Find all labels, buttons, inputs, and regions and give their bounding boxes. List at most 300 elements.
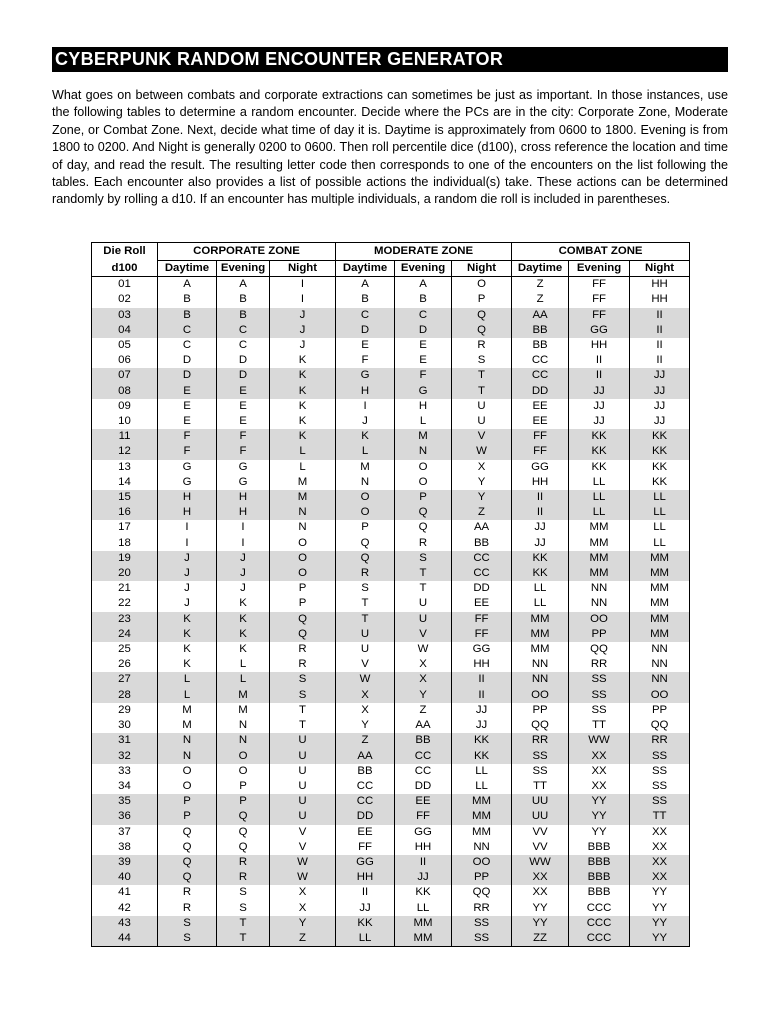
combat-daytime-cell: PP xyxy=(512,703,569,718)
moderate-daytime-cell: Y xyxy=(336,718,395,733)
die-roll-cell: 25 xyxy=(92,642,158,657)
corporate-evening-cell: P xyxy=(217,779,270,794)
die-roll-cell: 22 xyxy=(92,596,158,611)
corporate-evening-cell: K xyxy=(217,627,270,642)
moderate-night-cell: Y xyxy=(452,475,512,490)
corporate-daytime-cell: Q xyxy=(158,855,217,870)
moderate-night-cell: T xyxy=(452,368,512,383)
corporate-night-cell: L xyxy=(270,444,336,459)
moderate-evening-cell: P xyxy=(395,490,452,505)
corporate-evening-header: Evening xyxy=(217,261,270,277)
corporate-daytime-cell: S xyxy=(158,916,217,931)
corporate-night-cell: U xyxy=(270,749,336,764)
corporate-evening-cell: K xyxy=(217,642,270,657)
corporate-evening-cell: S xyxy=(217,901,270,916)
corporate-night-cell: P xyxy=(270,581,336,596)
corporate-daytime-cell: K xyxy=(158,612,217,627)
combat-night-cell: KK xyxy=(630,444,690,459)
die-roll-cell: 06 xyxy=(92,353,158,368)
combat-evening-cell: II xyxy=(569,353,630,368)
moderate-evening-cell: T xyxy=(395,566,452,581)
table-row xyxy=(92,840,690,855)
moderate-evening-cell: D xyxy=(395,323,452,338)
combat-evening-cell: JJ xyxy=(569,399,630,414)
combat-evening-header: Evening xyxy=(569,261,630,277)
corporate-night-cell: M xyxy=(270,475,336,490)
die-roll-cell: 23 xyxy=(92,612,158,627)
moderate-night-cell: Q xyxy=(452,323,512,338)
moderate-night-cell: U xyxy=(452,399,512,414)
table-row xyxy=(92,277,690,293)
table-row xyxy=(92,703,690,718)
combat-night-cell: PP xyxy=(630,703,690,718)
combat-night-cell: SS xyxy=(630,749,690,764)
moderate-evening-cell: CC xyxy=(395,749,452,764)
moderate-evening-cell: O xyxy=(395,475,452,490)
combat-daytime-cell: UU xyxy=(512,809,569,824)
corporate-night-cell: U xyxy=(270,764,336,779)
moderate-evening-cell: KK xyxy=(395,885,452,900)
corporate-night-cell: K xyxy=(270,353,336,368)
combat-daytime-cell: FF xyxy=(512,429,569,444)
combat-night-cell: NN xyxy=(630,657,690,672)
moderate-daytime-cell: Z xyxy=(336,733,395,748)
table-row xyxy=(92,749,690,764)
corporate-night-cell: V xyxy=(270,825,336,840)
corporate-night-cell: I xyxy=(270,292,336,307)
table-row xyxy=(92,323,690,338)
die-roll-cell: 14 xyxy=(92,475,158,490)
combat-night-cell: YY xyxy=(630,885,690,900)
corporate-night-cell: J xyxy=(270,338,336,353)
corporate-night-cell: T xyxy=(270,718,336,733)
combat-daytime-cell: TT xyxy=(512,779,569,794)
moderate-daytime-cell: U xyxy=(336,642,395,657)
die-roll-cell: 20 xyxy=(92,566,158,581)
combat-night-cell: XX xyxy=(630,825,690,840)
corporate-night-cell: L xyxy=(270,460,336,475)
moderate-daytime-cell: Q xyxy=(336,551,395,566)
combat-evening-cell: KK xyxy=(569,429,630,444)
moderate-evening-cell: H xyxy=(395,399,452,414)
corporate-daytime-cell: J xyxy=(158,551,217,566)
moderate-evening-cell: MM xyxy=(395,931,452,947)
combat-daytime-cell: II xyxy=(512,505,569,520)
moderate-evening-cell: U xyxy=(395,596,452,611)
corporate-night-cell: X xyxy=(270,885,336,900)
die-roll-cell: 33 xyxy=(92,764,158,779)
moderate-evening-cell: V xyxy=(395,627,452,642)
moderate-night-cell: JJ xyxy=(452,718,512,733)
combat-evening-cell: BBB xyxy=(569,885,630,900)
encounter-table-body xyxy=(92,277,690,947)
moderate-night-cell: NN xyxy=(452,840,512,855)
die-roll-cell: 29 xyxy=(92,703,158,718)
combat-daytime-header: Daytime xyxy=(512,261,569,277)
moderate-evening-cell: AA xyxy=(395,718,452,733)
combat-night-cell: MM xyxy=(630,551,690,566)
die-roll-cell: 17 xyxy=(92,520,158,535)
moderate-daytime-cell: O xyxy=(336,490,395,505)
moderate-daytime-cell: F xyxy=(336,353,395,368)
combat-evening-cell: XX xyxy=(569,779,630,794)
combat-evening-cell: SS xyxy=(569,672,630,687)
combat-night-cell: XX xyxy=(630,840,690,855)
moderate-daytime-cell: CC xyxy=(336,794,395,809)
moderate-evening-cell: X xyxy=(395,672,452,687)
combat-daytime-cell: LL xyxy=(512,581,569,596)
combat-night-cell: RR xyxy=(630,733,690,748)
moderate-evening-cell: CC xyxy=(395,764,452,779)
moderate-evening-cell: M xyxy=(395,429,452,444)
corporate-night-cell: J xyxy=(270,308,336,323)
die-roll-cell: 27 xyxy=(92,672,158,687)
table-row xyxy=(92,627,690,642)
die-roll-cell: 07 xyxy=(92,368,158,383)
combat-evening-cell: CCC xyxy=(569,901,630,916)
corporate-evening-cell: S xyxy=(217,885,270,900)
corporate-daytime-cell: R xyxy=(158,885,217,900)
corporate-daytime-cell: I xyxy=(158,520,217,535)
corporate-evening-cell: H xyxy=(217,490,270,505)
corporate-daytime-cell: F xyxy=(158,429,217,444)
corporate-daytime-cell: R xyxy=(158,901,217,916)
table-row xyxy=(92,308,690,323)
corporate-evening-cell: K xyxy=(217,612,270,627)
corporate-daytime-cell: D xyxy=(158,353,217,368)
corporate-daytime-cell: H xyxy=(158,505,217,520)
moderate-night-cell: PP xyxy=(452,870,512,885)
moderate-daytime-cell: GG xyxy=(336,855,395,870)
moderate-daytime-cell: KK xyxy=(336,916,395,931)
combat-daytime-cell: EE xyxy=(512,414,569,429)
table-row xyxy=(92,292,690,307)
corporate-evening-cell: K xyxy=(217,596,270,611)
moderate-evening-cell: LL xyxy=(395,901,452,916)
moderate-night-cell: CC xyxy=(452,566,512,581)
combat-night-cell: JJ xyxy=(630,414,690,429)
corporate-evening-cell: P xyxy=(217,794,270,809)
corporate-night-cell: R xyxy=(270,657,336,672)
moderate-evening-cell: E xyxy=(395,353,452,368)
corporate-night-cell: T xyxy=(270,703,336,718)
table-row xyxy=(92,733,690,748)
corporate-daytime-header: Daytime xyxy=(158,261,217,277)
moderate-evening-cell: S xyxy=(395,551,452,566)
corporate-daytime-cell: K xyxy=(158,657,217,672)
die-roll-cell: 26 xyxy=(92,657,158,672)
moderate-evening-cell: Q xyxy=(395,505,452,520)
corporate-daytime-cell: G xyxy=(158,460,217,475)
corporate-evening-cell: Q xyxy=(217,825,270,840)
combat-daytime-cell: VV xyxy=(512,840,569,855)
moderate-evening-cell: U xyxy=(395,612,452,627)
moderate-daytime-cell: N xyxy=(336,475,395,490)
die-roll-cell: 12 xyxy=(92,444,158,459)
combat-night-cell: MM xyxy=(630,596,690,611)
combat-evening-cell: LL xyxy=(569,490,630,505)
corporate-evening-cell: E xyxy=(217,399,270,414)
moderate-evening-cell: L xyxy=(395,414,452,429)
die-roll-cell: 08 xyxy=(92,384,158,399)
corporate-night-cell: S xyxy=(270,688,336,703)
combat-evening-cell: CCC xyxy=(569,931,630,947)
corporate-night-cell: W xyxy=(270,855,336,870)
moderate-night-cell: U xyxy=(452,414,512,429)
die-roll-cell: 31 xyxy=(92,733,158,748)
table-row xyxy=(92,444,690,459)
moderate-evening-cell: E xyxy=(395,338,452,353)
combat-daytime-cell: UU xyxy=(512,794,569,809)
combat-night-cell: XX xyxy=(630,870,690,885)
moderate-daytime-cell: T xyxy=(336,612,395,627)
moderate-daytime-cell: X xyxy=(336,703,395,718)
combat-daytime-cell: CC xyxy=(512,368,569,383)
combat-evening-cell: JJ xyxy=(569,414,630,429)
corporate-daytime-cell: J xyxy=(158,581,217,596)
moderate-daytime-cell: DD xyxy=(336,809,395,824)
moderate-daytime-cell: M xyxy=(336,460,395,475)
table-row xyxy=(92,505,690,520)
corporate-daytime-cell: K xyxy=(158,642,217,657)
combat-evening-cell: BBB xyxy=(569,855,630,870)
corporate-evening-cell: J xyxy=(217,551,270,566)
moderate-daytime-cell: K xyxy=(336,429,395,444)
corporate-daytime-cell: P xyxy=(158,809,217,824)
corporate-evening-cell: R xyxy=(217,870,270,885)
combat-night-cell: LL xyxy=(630,505,690,520)
die-roll-cell: 35 xyxy=(92,794,158,809)
corporate-daytime-cell: M xyxy=(158,718,217,733)
table-row xyxy=(92,657,690,672)
moderate-evening-cell: GG xyxy=(395,825,452,840)
combat-evening-cell: MM xyxy=(569,520,630,535)
combat-evening-cell: XX xyxy=(569,749,630,764)
combat-evening-cell: OO xyxy=(569,612,630,627)
corporate-daytime-cell: P xyxy=(158,794,217,809)
table-row xyxy=(92,368,690,383)
table-row xyxy=(92,596,690,611)
moderate-evening-cell: Y xyxy=(395,688,452,703)
corporate-daytime-cell: L xyxy=(158,672,217,687)
corporate-daytime-cell: O xyxy=(158,764,217,779)
table-row xyxy=(92,901,690,916)
table-row xyxy=(92,825,690,840)
corporate-daytime-cell: F xyxy=(158,444,217,459)
table-row xyxy=(92,779,690,794)
combat-evening-cell: GG xyxy=(569,323,630,338)
combat-daytime-cell: JJ xyxy=(512,536,569,551)
encounter-table xyxy=(91,242,690,947)
moderate-daytime-cell: Q xyxy=(336,536,395,551)
combat-night-cell: TT xyxy=(630,809,690,824)
combat-night-cell: NN xyxy=(630,642,690,657)
moderate-night-cell: S xyxy=(452,353,512,368)
combat-night-cell: JJ xyxy=(630,384,690,399)
corporate-night-cell: Q xyxy=(270,612,336,627)
corporate-daytime-cell: J xyxy=(158,596,217,611)
moderate-daytime-cell: O xyxy=(336,505,395,520)
moderate-daytime-cell: L xyxy=(336,444,395,459)
moderate-night-cell: LL xyxy=(452,779,512,794)
corporate-night-cell: U xyxy=(270,779,336,794)
moderate-night-cell: MM xyxy=(452,825,512,840)
corporate-night-cell: K xyxy=(270,384,336,399)
moderate-night-cell: KK xyxy=(452,749,512,764)
moderate-daytime-cell: II xyxy=(336,885,395,900)
die-roll-cell: 36 xyxy=(92,809,158,824)
combat-evening-cell: LL xyxy=(569,505,630,520)
combat-daytime-cell: EE xyxy=(512,399,569,414)
combat-daytime-cell: MM xyxy=(512,612,569,627)
corporate-night-cell: U xyxy=(270,733,336,748)
combat-night-cell: II xyxy=(630,338,690,353)
combat-evening-cell: NN xyxy=(569,581,630,596)
corporate-daytime-cell: O xyxy=(158,779,217,794)
moderate-daytime-cell: FF xyxy=(336,840,395,855)
moderate-night-cell: II xyxy=(452,688,512,703)
combat-night-cell: KK xyxy=(630,429,690,444)
combat-daytime-cell: CC xyxy=(512,353,569,368)
combat-daytime-cell: KK xyxy=(512,566,569,581)
die-roll-cell: 44 xyxy=(92,931,158,947)
table-row xyxy=(92,384,690,399)
moderate-night-cell: DD xyxy=(452,581,512,596)
combat-evening-cell: KK xyxy=(569,444,630,459)
combat-night-cell: KK xyxy=(630,475,690,490)
moderate-night-cell: OO xyxy=(452,855,512,870)
corporate-night-cell: I xyxy=(270,277,336,293)
combat-night-cell: YY xyxy=(630,916,690,931)
moderate-daytime-cell: E xyxy=(336,338,395,353)
moderate-daytime-cell: LL xyxy=(336,931,395,947)
corporate-night-cell: P xyxy=(270,596,336,611)
die-roll-cell: 32 xyxy=(92,749,158,764)
combat-evening-cell: TT xyxy=(569,718,630,733)
moderate-evening-cell: II xyxy=(395,855,452,870)
corporate-night-cell: V xyxy=(270,840,336,855)
moderate-daytime-cell: JJ xyxy=(336,901,395,916)
combat-daytime-cell: RR xyxy=(512,733,569,748)
moderate-evening-cell: FF xyxy=(395,809,452,824)
corporate-daytime-cell: N xyxy=(158,749,217,764)
moderate-night-cell: FF xyxy=(452,612,512,627)
corporate-night-cell: K xyxy=(270,414,336,429)
corporate-night-cell: X xyxy=(270,901,336,916)
combat-evening-cell: KK xyxy=(569,460,630,475)
corporate-evening-cell: M xyxy=(217,703,270,718)
corporate-evening-cell: A xyxy=(217,277,270,293)
table-row xyxy=(92,855,690,870)
corporate-daytime-cell: E xyxy=(158,399,217,414)
moderate-daytime-cell: I xyxy=(336,399,395,414)
moderate-evening-cell: Z xyxy=(395,703,452,718)
moderate-night-cell: Y xyxy=(452,490,512,505)
moderate-evening-cell: F xyxy=(395,368,452,383)
die-roll-cell: 34 xyxy=(92,779,158,794)
moderate-evening-cell: JJ xyxy=(395,870,452,885)
combat-night-cell: II xyxy=(630,353,690,368)
moderate-night-cell: AA xyxy=(452,520,512,535)
table-row xyxy=(92,642,690,657)
page-title: CYBERPUNK RANDOM ENCOUNTER GENERATOR xyxy=(52,47,728,72)
combat-evening-cell: RR xyxy=(569,657,630,672)
corporate-night-cell: S xyxy=(270,672,336,687)
moderate-night-cell: SS xyxy=(452,916,512,931)
corporate-evening-cell: H xyxy=(217,505,270,520)
corporate-evening-cell: B xyxy=(217,308,270,323)
table-row xyxy=(92,688,690,703)
moderate-night-cell: V xyxy=(452,429,512,444)
combat-daytime-cell: BB xyxy=(512,323,569,338)
die-roll-cell: 41 xyxy=(92,885,158,900)
die-roll-cell: 02 xyxy=(92,292,158,307)
corporate-night-cell: Q xyxy=(270,627,336,642)
moderate-night-header: Night xyxy=(452,261,512,277)
table-row xyxy=(92,794,690,809)
corporate-evening-cell: O xyxy=(217,764,270,779)
table-row xyxy=(92,429,690,444)
combat-night-cell: II xyxy=(630,323,690,338)
corporate-daytime-cell: B xyxy=(158,308,217,323)
moderate-evening-cell: DD xyxy=(395,779,452,794)
combat-daytime-cell: BB xyxy=(512,338,569,353)
corporate-night-cell: O xyxy=(270,566,336,581)
corporate-night-cell: Y xyxy=(270,916,336,931)
corporate-zone-header: CORPORATE ZONE xyxy=(158,243,336,261)
moderate-night-cell: Q xyxy=(452,308,512,323)
table-row xyxy=(92,581,690,596)
moderate-evening-cell: EE xyxy=(395,794,452,809)
combat-night-cell: SS xyxy=(630,794,690,809)
moderate-daytime-cell: T xyxy=(336,596,395,611)
corporate-daytime-cell: Q xyxy=(158,870,217,885)
combat-night-cell: SS xyxy=(630,764,690,779)
combat-night-cell: QQ xyxy=(630,718,690,733)
corporate-daytime-cell: M xyxy=(158,703,217,718)
corporate-daytime-cell: C xyxy=(158,338,217,353)
table-row xyxy=(92,809,690,824)
combat-evening-cell: SS xyxy=(569,703,630,718)
combat-daytime-cell: JJ xyxy=(512,520,569,535)
corporate-night-cell: O xyxy=(270,536,336,551)
combat-daytime-cell: LL xyxy=(512,596,569,611)
die-roll-cell: 21 xyxy=(92,581,158,596)
moderate-daytime-cell: V xyxy=(336,657,395,672)
combat-zone-header: COMBAT ZONE xyxy=(512,243,690,261)
combat-evening-cell: SS xyxy=(569,688,630,703)
combat-evening-cell: YY xyxy=(569,794,630,809)
combat-daytime-cell: SS xyxy=(512,764,569,779)
combat-evening-cell: LL xyxy=(569,475,630,490)
combat-night-cell: YY xyxy=(630,931,690,947)
die-roll-cell: 13 xyxy=(92,460,158,475)
corporate-evening-cell: E xyxy=(217,414,270,429)
die-roll-cell: 11 xyxy=(92,429,158,444)
corporate-daytime-cell: C xyxy=(158,323,217,338)
moderate-daytime-header: Daytime xyxy=(336,261,395,277)
combat-evening-cell: PP xyxy=(569,627,630,642)
moderate-evening-cell: O xyxy=(395,460,452,475)
combat-evening-cell: MM xyxy=(569,536,630,551)
corporate-daytime-cell: E xyxy=(158,414,217,429)
corporate-night-cell: W xyxy=(270,870,336,885)
combat-night-cell: MM xyxy=(630,612,690,627)
die-roll-cell: 37 xyxy=(92,825,158,840)
die-roll-cell: 40 xyxy=(92,870,158,885)
combat-daytime-cell: AA xyxy=(512,308,569,323)
combat-night-cell: HH xyxy=(630,277,690,293)
